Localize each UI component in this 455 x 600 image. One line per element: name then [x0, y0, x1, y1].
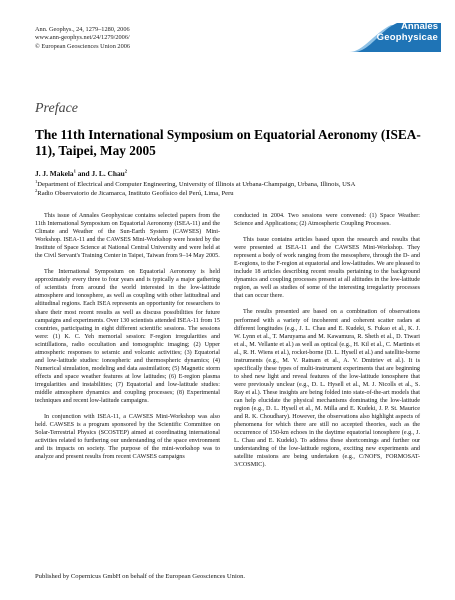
affiliation-text: Department of Electrical and Computer Engineering, University of Illinois at Urbana-Champaign, Urbana, Illinois, USA [37, 181, 356, 188]
logo-wordmark [377, 22, 438, 43]
affiliation [35, 178, 445, 189]
logo-line-1: Annales [401, 21, 438, 32]
logo-line-2: Geophysicae [376, 31, 438, 43]
journal-citation: Ann. Geophys., 24, 1279–1280, 2006 [35, 26, 130, 33]
author-name: J. J. Makela [35, 169, 74, 178]
affiliation-mark: 1 [35, 178, 38, 184]
author-line [35, 169, 127, 178]
journal-meta [35, 26, 130, 51]
body-paragraph: In conjunction with ISEA-11, a CAWSES Mini-Workshop was also held. CAWSES is a program sponsored by the Scientific Committee on Solar-Terrestrial Physics (SCOSTEP) aimed at coordinating international activities related to furthering our understanding of the space environment and its impacts on society. The purpose of the mini-workshop was to analyze and present results from recent CAWSES campaigns [35, 414, 220, 461]
copyright-line: © European Geosciences Union 2006 [35, 42, 131, 50]
body-column-left [35, 212, 220, 461]
publisher-footer: Published by Copernicus GmbH on behalf of the European Geosciences Union. [35, 573, 246, 580]
affiliation-text: Radio Observatorio de Jicamarca, Instituto Geofísico del Perú, Lima, Peru [37, 190, 234, 197]
affiliation-mark: 2 [35, 187, 38, 193]
body-paragraph: This issue contains articles based upon the research and results that were presented at ISEA-11 and the CAWSES Mini-Workshop. They represent a body of work ranging from the mesosphere, through the D- and E-regions, to the F-region at equatorial and low-latitudes. We are pleased to include 18 articles describing recent results pertaining to the background dynamics and coupling processes present at all altitudes in the low-latitude region, as well as studies of some of the interesting irregularity processes that can occur there. [234, 237, 420, 300]
body-paragraph: The results presented are based on a combination of observations performed with a variety of incoherent and coherent scatter radars at different longitudes (e.g., J. L. Chau and E. Kudeki, S. Fukao et al., K. J. W. Lynn et al., T. Maruyama and M. Kawamura, R. Sheth et al., D. Tiwari et al., M. Vellante et al.) as well as optical (e.g., H. Kil et al., C. Martinis et al., R. H. Wiens et al.), rocket-borne (D. L. Hysell et al.) and satellite-borne instruments (e.g., M. V. Ratnam et al., A. V. Dmitriev et al.). It is specifically these types of multi-instrument experiments that are beginning to shed new light and reveal features of the low-latitude ionosphere that were previously unclear (e.g., D. L. Hysell et al., M. J. Nicolls et al., S. Ray et al.). These insights are being folded into state-of-the-art models that can help elucidate the physical mechanisms dominating the low-latitude region (e.g., D. L. Hysell et al., M. Milla and E. Kudeki, J. P. St. Maurice and R. K. Choudhary). However, the observations also highlight aspects of phenomena for which there are still no accepted theories, such as the occurrence of 150-km echoes in the daytime equatorial ionosphere (e.g., J. L. Chau and E. Kudeki). To address these shortcomings and further our understanding of the low-latitude regions, exciting new experiments and satellite missions are being undertaken (e.g., C/NOFS, FORMOSAT-3/COSMIC). [234, 309, 420, 469]
affiliation [35, 187, 445, 198]
author-connector: and [75, 169, 92, 178]
body-paragraph: conducted in 2004. Two sessions were convened: (1) Space Weather: Science and Applications; (2) Atmospheric Coupling Processes. [234, 213, 420, 228]
journal-url[interactable]: www.ann-geophys.net/24/1279/2006/ [35, 34, 130, 42]
body-column-right [234, 212, 420, 469]
author-name: J. L. Chau [91, 169, 125, 178]
author-affiliation-mark: 2 [124, 168, 128, 174]
section-label: Preface [35, 101, 79, 116]
journal-logo [349, 22, 441, 52]
author-affiliation-mark: 1 [73, 168, 76, 174]
article-title: The 11th International Symposium on Equatorial Aeronomy (ISEA-11), Taipei, May 2005 [35, 127, 421, 158]
body-paragraph: This issue of Annales Geophysicae contains selected papers from the 11th International Symposium on Equatorial Aeronomy (ISEA-11) and the Climate and Weather of the Sun-Earth System (CAWSES) Mini-Workshop. ISEA-11 and the CAWSES Mini-Workshop were hosted by the Institute of Space Science at National Central University and were held at the Civil Servant's Training Center in Taipei, Taiwan from 9–14 May 2005. [35, 213, 220, 260]
body-paragraph: The International Symposium on Equatorial Aeronomy is held approximately every three to four years and is typically a major gathering of scientists from around the world interested in the low-latitude atmosphere and ionosphere, as well as coupling with other latitudinal and altitudinal regions. Each ISEA represents an opportunity for researchers to share their most recent results as well as discuss possibilities for future campaigns and experiments. Over 130 scientists attended ISEA-11 from 15 countries, participating in eight different scientific sessions. The sessions were: (1) K. C. Yeh memorial session: F-region irregularities and scintillations, radio occultation and tomographic imaging; (2) Upper atmospheric responses to seismic and volcanic activities; (3) Equatorial and low-latitude studies: ionospheric and thermospheric dynamics; (4) Numerical simulation, modeling and data assimilation; (5) Magnetic storm effects and space weather features at low latitudes; (6) E-region plasma irregularities and instabilities; (7) Equatorial and low-latitude studies: middle atmosphere dynamics and coupling processes; (8) Experimental techniques and recent low-latitude campaigns. [35, 269, 220, 405]
